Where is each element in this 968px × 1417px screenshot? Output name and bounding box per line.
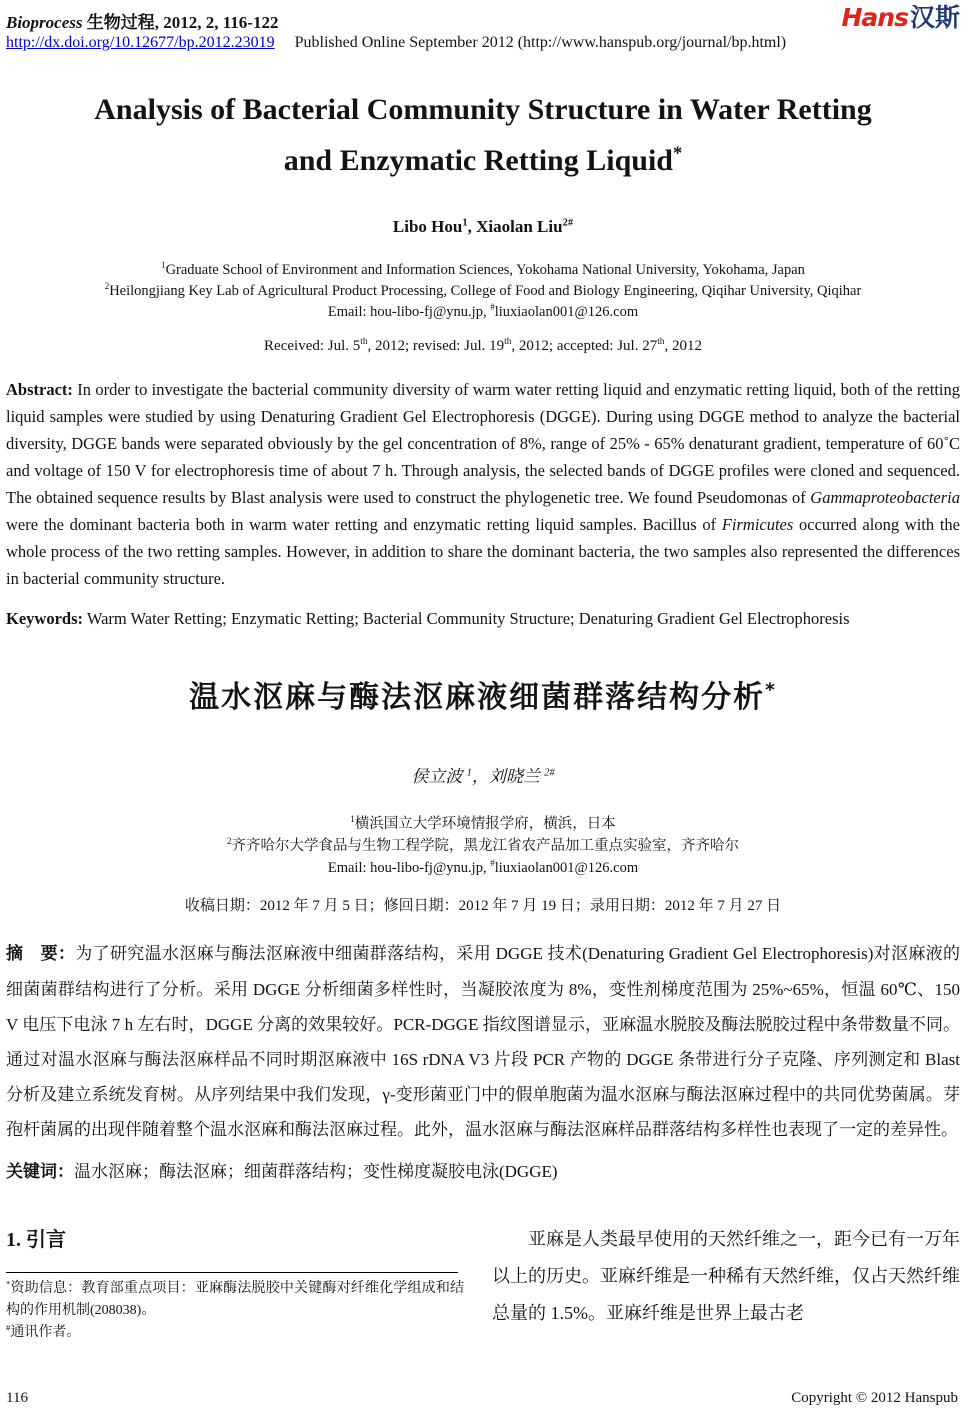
keywords-cn: 关键词：温水沤麻；酶法沤麻；细菌群落结构；变性梯度凝胶电泳(DGGE): [6, 1162, 558, 1182]
hans-logo-text: Hans: [841, 3, 908, 32]
affiliation-2-en: $^2$Heilongjiang Key Lab of Agricultural Product Processing, College of Food and Biology Engineering, Qiqihar University, Qiqihar: [104, 281, 862, 299]
doi-link[interactable]: http://dx.doi.org/10.12677/bp.2012.23019: [6, 34, 275, 51]
journal-citation: Bioprocess 生物过程, 2012, 2, 116-122: [6, 13, 279, 32]
left-column: [6, 1219, 464, 1344]
affiliations-cn: [6, 813, 960, 879]
abstract-en: Abstract: In order to investigate the bacterial community diversity of warm water retting liquid and enzymatic retting liquid, both of the retting liquid samples were studied by using Denaturing Gradient Gel Electrophoresis (DGGE). During using DGGE method to analyze the bacterial diversity, DGGE bands were separated obviously by the gel concentration of 8%, range of 25% - 65% denaturant gradient, temperature of 60˚C and voltage of 150 V for electrophoresis time of about 7 h. Through analysis, the selected bands of DGGE profiles were cloned and sequenced. The obtained sequence results by Blast analysis were used to construct the phylogenetic tree. We found Pseudomonas of Gammaproteobacteria were the dominant bacteria both in warm water retting and enzymatic retting liquid samples. Bacillus of Firmicutes occurred along with the whole process of the two retting samples. However, in addition to share the dominant bacteria, the two samples also represented the differences in bacterial community structure.: [6, 380, 960, 588]
article-title-en: [26, 84, 940, 186]
email-line-cn: Email: hou-libo-fj@ynu.jp, #liuxiaolan001@126.com: [327, 858, 639, 876]
two-column-section: [6, 1219, 960, 1344]
footnote-divider: [6, 1272, 458, 1273]
keywords-en: Keywords: Warm Water Retting; Enzymatic Retting; Bacterial Community Structure; Denaturing Gradient Gel Electrophoresis: [6, 609, 850, 628]
hans-publisher-logo: [842, 5, 961, 30]
page-footer: [6, 1390, 958, 1407]
footnotes: [6, 1278, 464, 1344]
authors-cn: 侯立波 $^1$，刘晓兰 $^{2\#}$: [411, 767, 555, 786]
intro-paragraph: 亚麻是人类最早使用的天然纤维之一，距今已有一万年以上的历史。亚麻纤维是一种稀有天然纤维，仅占天然纤维总量的 1.5%。亚麻纤维是世界上最古老: [492, 1229, 960, 1323]
funding-footnote: *资助信息：教育部重点项目：亚麻酶法脱胶中关键酶对纤维化学组成和结构的作用机制(208038)。: [6, 1278, 464, 1318]
article-title-cn: 温水沤麻与酶法沤麻液细菌群落结构分析*: [189, 680, 777, 715]
published-online-text: Published Online September 2012 (http://www.hanspub.org/journal/bp.html): [294, 34, 787, 51]
affiliation-1-en: $^1$Graduate School of Environment and Information Sciences, Yokohama National University, Yokohama, Japan: [161, 260, 805, 278]
received-dates-cn: 收稿日期：2012 年 7 月 5 日；修回日期：2012 年 7 月 19 日；录用日期：2012 年 7 月 27 日: [184, 898, 782, 914]
received-dates-en: Received: Jul. 5th, 2012; revised: Jul. 19th, 2012; accepted: Jul. 27th, 2012: [264, 337, 702, 354]
abstract-cn: 摘 要：为了研究温水沤麻与酶法沤麻液中细菌群落结构，采用 DGGE 技术(Denaturing Gradient Gel Electrophoresis)对沤麻液的细菌菌群结构进行了分析。采用 DGGE 分析细菌多样性时，当凝胶浓度为 8%，变性剂梯度范围为 25%~65%，恒温 60℃、150 V 电压下电泳 7 h 左右时，DGGE 分离的效果较好。PCR-DGGE 指纹图谱显示，亚麻温水脱胶及酶法脱胶过程中条带数量不同。通过对温水沤麻与酶法沤麻样品不同时期沤麻液中 16S rDNA V3 片段 PCR 产物的 DGGE 条带进行分子克隆、序列测定和 Blast 分析及建立系统发育树。从序列结果中我们发现，γ-变形菌亚门中的假单胞菌为温水沤麻与酶法沤麻过程中的共同优势菌属。芽孢杆菌属的出现伴随着整个温水沤麻和酶法沤麻过程。此外，温水沤麻与酶法沤麻样品群落结构多样性也表现了一定的差异性。: [6, 944, 960, 1139]
affiliations-en: [6, 260, 960, 323]
corresponding-author-footnote: #通讯作者。: [6, 1322, 81, 1340]
email-line-en: Email: hou-libo-fj@ynu.jp, #liuxiaolan001@126.com: [327, 302, 639, 320]
journal-header: [6, 5, 960, 52]
affiliation-1-cn: $^1$横浜国立大学环境情报学府，横浜，日本: [350, 814, 616, 832]
article-title-en-line1: Analysis of Bacterial Community Structure in Water Retting: [94, 93, 872, 126]
right-column: [492, 1219, 960, 1344]
copyright-text: Copyright © 2012 Hanspub: [791, 1390, 958, 1406]
page-number: 116: [6, 1390, 28, 1406]
article-title-en-line2: and Enzymatic Retting Liquid*: [283, 143, 683, 177]
section-1-heading: 1. 引言: [6, 1227, 66, 1251]
affiliation-2-cn: $^2$齐齐哈尔大学食品与生物工程学院，黑龙江省农产品加工重点实验室，齐齐哈尔: [227, 836, 739, 854]
authors-en: Libo Hou$^1$, Xiaolan Liu$^{2\#}$: [392, 217, 574, 236]
hans-logo-cn-text: 汉斯: [909, 3, 960, 32]
